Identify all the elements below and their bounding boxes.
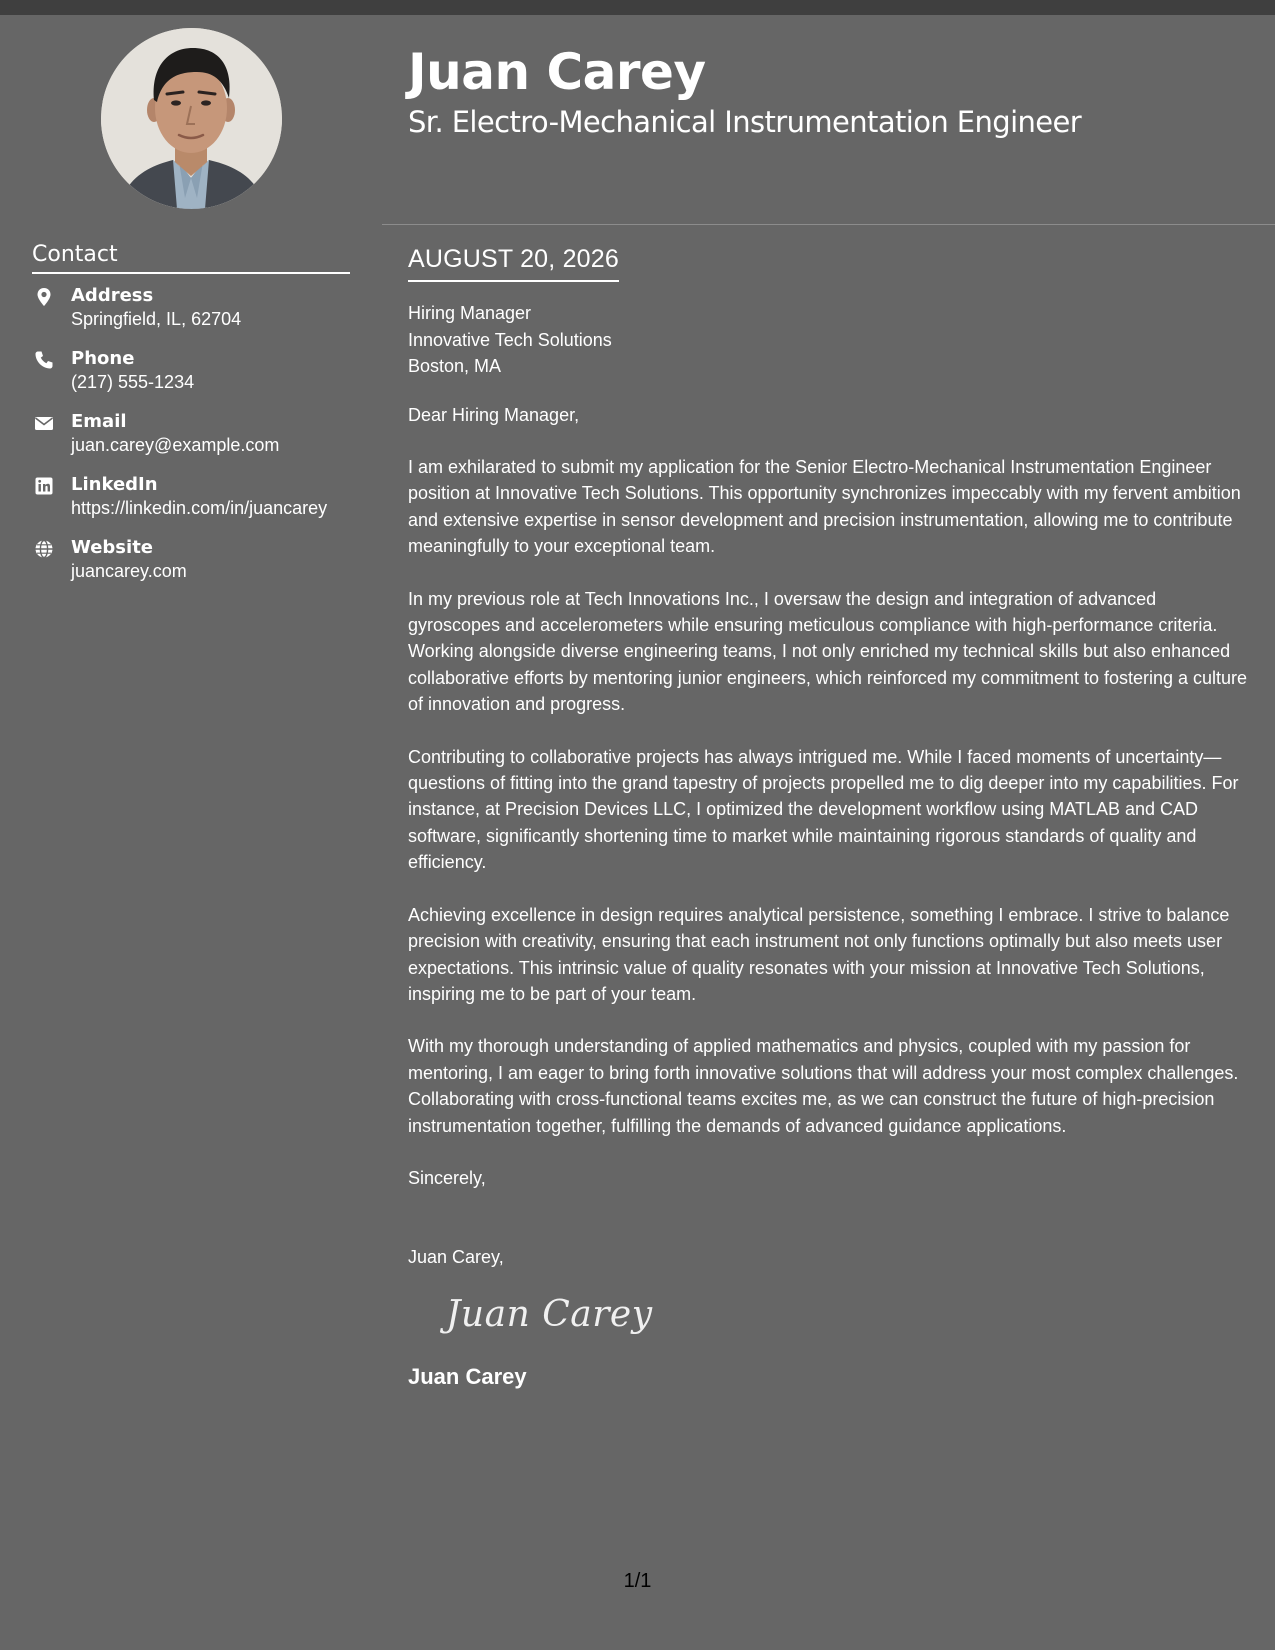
paragraph: With my thorough understanding of applied mathematics and physics, coupled with my passion for mentoring, I am eager to bring forth innovative solutions that will address your most complex challenges. Collaborating with cross-functional teams excites me, as we can construct the future of high-precision instrumentation together, fulfilling the demands of advanced guidance applications. — [408, 1036, 1239, 1136]
paragraph: Contributing to collaborative projects has always intrigued me. While I faced moments of uncertainty—questions of fitting into the grand tapestry of projects propelled me to dig deeper into my capabilities. For instance, at Precision Devices LLC, I optimized the development workflow using MATLAB and CAD software, significantly shortening time to market while maintaining rigorous standards of quality and efficiency. — [408, 746, 1239, 873]
handwritten-signature: Juan Carey — [446, 1293, 653, 1335]
contact-value-linkedin[interactable]: https://linkedin.com/in/juancarey — [71, 498, 328, 518]
envelope-icon — [34, 413, 54, 433]
contact-label-linkedin: LinkedIn — [71, 474, 158, 495]
map-pin-icon — [34, 287, 54, 307]
avatar — [101, 28, 282, 209]
greeting: Dear Hiring Manager, — [408, 404, 580, 425]
contact-item-address — [32, 285, 372, 348]
contact-item-linkedin — [32, 474, 372, 537]
recipient-line: Hiring Manager — [408, 303, 532, 323]
linkedin-icon — [34, 476, 54, 496]
letter-date: AUGUST 20, 2026 — [408, 244, 619, 282]
contact-value-address: Springfield, IL, 62704 — [71, 309, 242, 329]
printed-name: Juan Carey — [408, 1363, 527, 1389]
recipient-line: Boston, MA — [408, 356, 502, 376]
contact-list — [32, 285, 372, 600]
sidebar — [0, 15, 382, 1635]
page-number: 1/1 — [623, 1570, 652, 1592]
contact-heading: Contact — [32, 241, 350, 274]
contact-value-phone: (217) 555-1234 — [71, 372, 195, 392]
contact-item-email — [32, 411, 372, 474]
recipient-line: Innovative Tech Solutions — [408, 329, 612, 350]
contact-item-website — [32, 537, 372, 600]
contact-item-phone — [32, 348, 372, 411]
contact-value-email[interactable]: juan.carey@example.com — [71, 435, 280, 455]
top-bar — [0, 0, 1275, 15]
header-divider — [382, 224, 1275, 225]
paragraph: In my previous role at Tech Innovations Inc., I oversaw the design and integration of advanced gyroscopes and accelerometers while ensuring meticulous compliance with high-performance criteria. Working alongside diverse engineering teams, I not only enriched my technical skills but also enhanced collaborative efforts by mentoring junior engineers, which reinforced my commitment to fostering a culture of innovation and progress. — [408, 588, 1248, 715]
paragraph: I am exhilarated to submit my application for the Senior Electro-Mechanical Instrumentation Engineer position at Innovative Tech Solutions. This opportunity synchronizes impeccably with my fervent ambition and extensive expertise in sensor development and precision instrumentation, allowing me to contribute meaningfully to your exceptional team. — [408, 457, 1241, 557]
globe-icon — [34, 539, 54, 559]
paragraph: Achieving excellence in design requires analytical persistence, something I embrace. I strive to balance precision with creativity, ensuring that each instrument not only functions optimally but also meets user expectations. This intrinsic value of quality resonates with your mission at Innovative Tech Solutions, inspiring me to be part of your team. — [408, 904, 1230, 1004]
contact-label-address: Address — [71, 285, 154, 306]
closing: Sincerely, — [408, 1167, 486, 1188]
contact-label-website: Website — [71, 537, 154, 558]
contact-value-website[interactable]: juancarey.com — [71, 561, 187, 581]
recipient-block — [408, 300, 1253, 380]
sign-off-name: Juan Carey, — [408, 1247, 504, 1268]
phone-icon — [34, 350, 54, 370]
candidate-title: Sr. Electro-Mechanical Instrumentation Engineer — [408, 105, 1082, 139]
contact-label-phone: Phone — [71, 348, 135, 369]
letter-body — [408, 244, 1253, 1391]
avatar-portrait — [101, 28, 282, 209]
candidate-name: Juan Carey — [408, 43, 706, 101]
contact-label-email: Email — [71, 411, 127, 432]
